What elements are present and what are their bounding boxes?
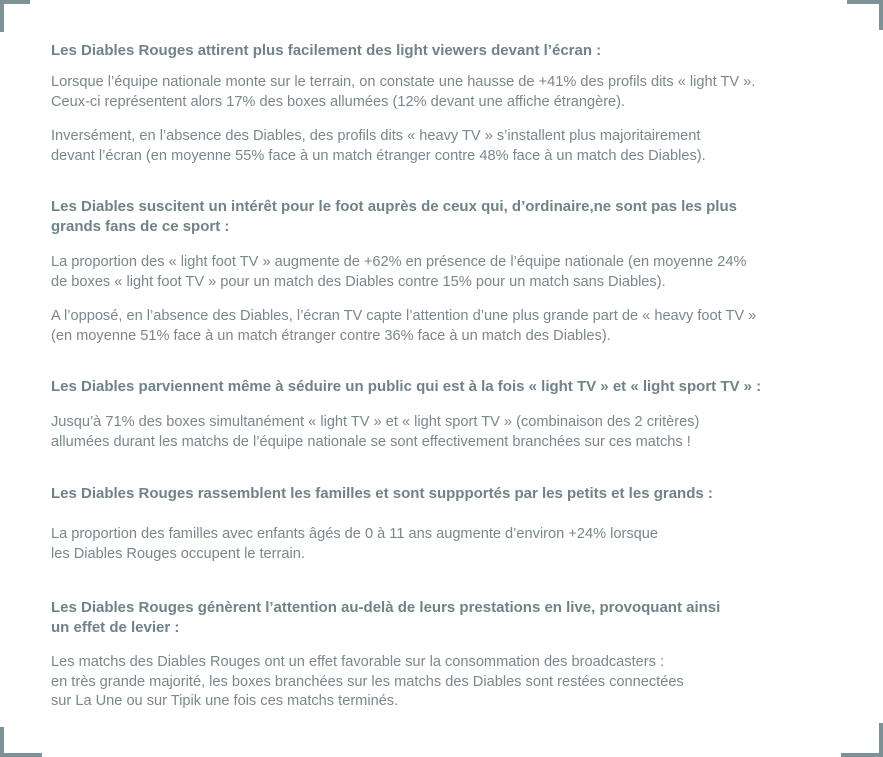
paragraph-line: Jusqu’à 71% des boxes simultanément « light TV » et « light sport TV » (combinaison des 2 critères) — [51, 414, 700, 430]
paragraph-line: les Diables Rouges occupent le terrain. — [51, 546, 305, 562]
paragraph — [51, 412, 761, 452]
frame-corner-bottom-right — [841, 723, 883, 757]
paragraph-line: Lorsque l’équipe nationale monte sur le terrain, on constate une hausse de +41% des profils dits « light TV ». — [51, 74, 756, 90]
section-heading — [51, 484, 713, 504]
paragraph-line: La proportion des familles avec enfants âgés de 0 à 11 ans augmente d’environ +24% lorsque — [51, 526, 658, 542]
section-heading — [51, 41, 755, 61]
paragraph-line: Ceux-ci représentent alors 17% des boxes allumées (12% devant une affiche étrangère). — [51, 94, 626, 110]
paragraph — [51, 72, 755, 112]
paragraph-line: A l’opposé, en l’absence des Diables, l’écran TV capte l’attention d’une plus grande part de « heavy foot TV » — [51, 308, 757, 324]
paragraph — [51, 126, 755, 166]
section-heading — [51, 598, 720, 638]
heading-line: grands fans de ce sport : — [51, 218, 230, 235]
heading-line: Les Diables Rouges génèrent l’attention au-delà de leurs prestations en live, provoquant ainsi — [51, 599, 721, 616]
paragraph-line: de boxes « light foot TV » pour un match des Diables contre 15% pour un match sans Diables). — [51, 274, 666, 290]
paragraph-line: devant l’écran (en moyenne 55% face à un match étranger contre 48% face à un match des Diables). — [51, 148, 706, 164]
section-leverage — [51, 598, 720, 712]
section-families — [51, 484, 713, 564]
paragraph-line: allumées durant les matchs de l’équipe nationale se sont effectivement branchées sur ces matchs ! — [51, 434, 691, 450]
heading-line: Les Diables Rouges attirent plus facilement des light viewers devant l’écran : — [51, 42, 602, 59]
frame-corner-top-right — [847, 0, 883, 30]
paragraph-line: en très grande majorité, les boxes branchées sur les matchs des Diables sont restées connectées — [51, 673, 684, 690]
heading-line: un effet de levier : — [51, 619, 180, 636]
frame-corner-top-left — [0, 0, 30, 32]
heading-line: Les Diables parviennent même à séduire un public qui est à la fois « light TV » et « light sport TV » : — [51, 378, 762, 395]
heading-line: Les Diables suscitent un intérêt pour le foot auprès de ceux qui, d’ordinaire,ne sont pas les plus — [51, 198, 737, 215]
paragraph-line: La proportion des « light foot TV » augmente de +62% en présence de l’équipe nationale (en moyenne 24% — [51, 254, 747, 270]
paragraph — [51, 524, 713, 564]
paragraph-line: (en moyenne 51% face à un match étranger contre 36% face à un match des Diables). — [51, 328, 611, 344]
section-heading — [51, 377, 761, 397]
section-heading — [51, 197, 756, 237]
paragraph-line: sur La Une ou sur Tipik une fois ces matchs terminés. — [51, 693, 399, 709]
section-light-viewers — [51, 41, 755, 166]
paragraph — [51, 306, 756, 346]
heading-line: Les Diables Rouges rassemblent les familles et sont suppportés par les petits et les grands : — [51, 485, 713, 502]
frame-corner-bottom-left — [0, 727, 42, 757]
section-light-tv-sport — [51, 377, 761, 452]
paragraph-line: Inversément, en l’absence des Diables, des profils dits « heavy TV » s’installent plus majoritairement — [51, 128, 701, 144]
paragraph — [51, 252, 756, 292]
section-foot-interest — [51, 197, 756, 346]
paragraph — [51, 653, 720, 712]
paragraph-line: Les matchs des Diables Rouges ont un effet favorable sur la consommation des broadcasters : — [51, 654, 665, 670]
